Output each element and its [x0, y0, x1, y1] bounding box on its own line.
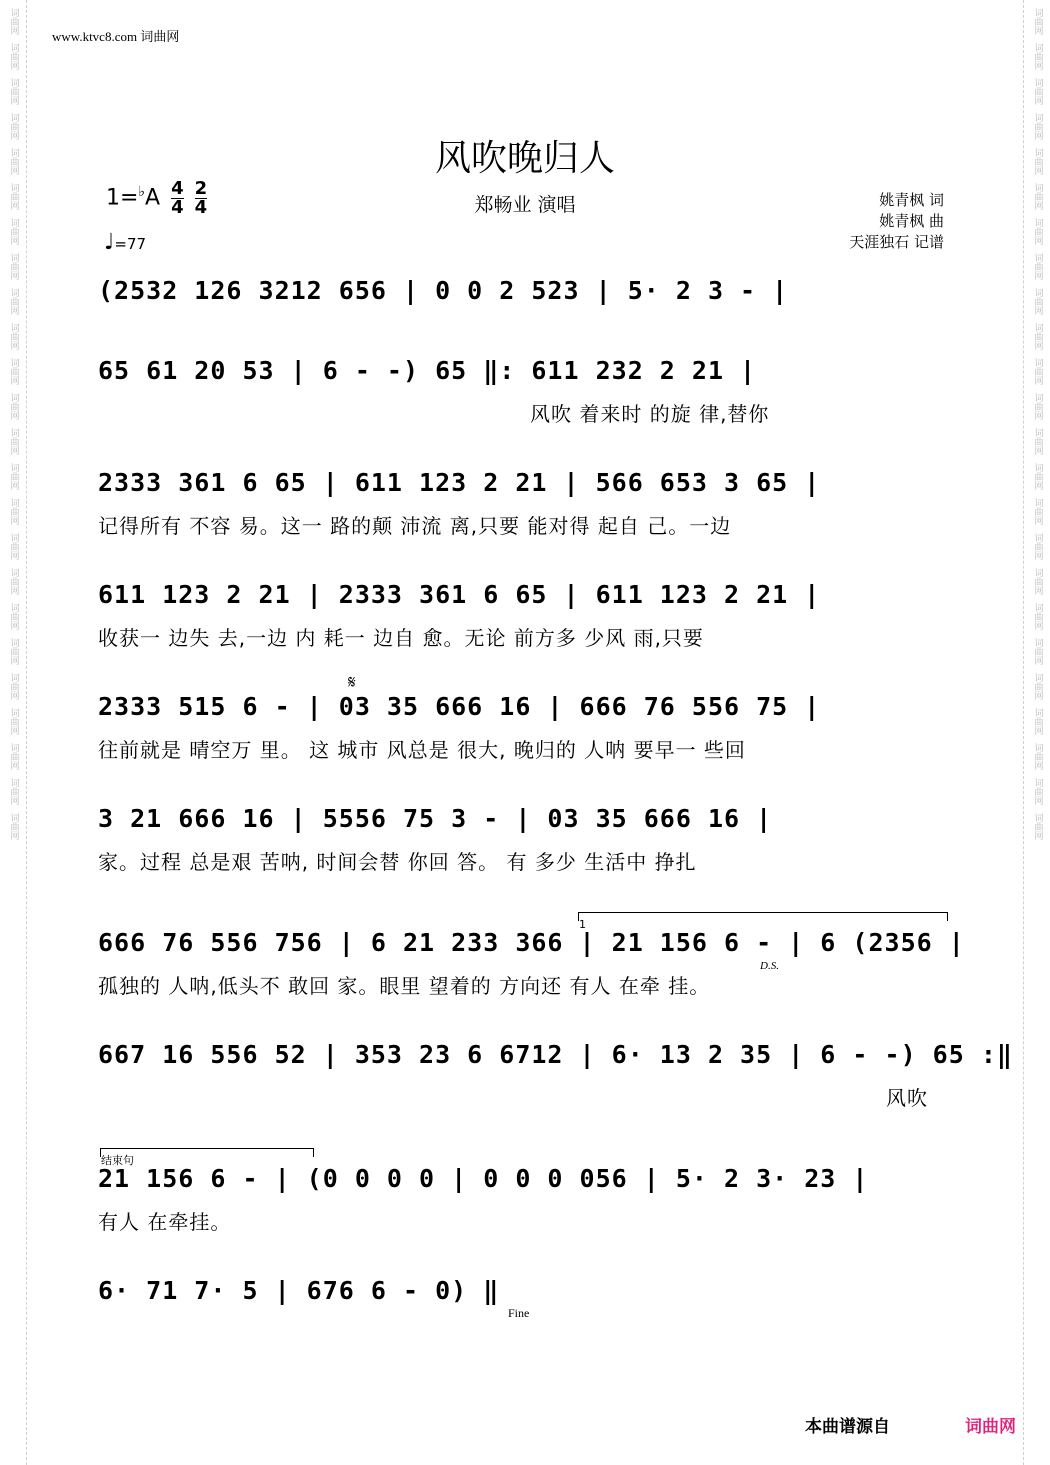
side-watermark: 词曲网	[8, 148, 19, 175]
side-watermark: 词曲网	[8, 393, 19, 420]
flat-sign: ♭	[138, 184, 146, 201]
side-watermark: 词曲网	[1032, 393, 1043, 420]
tempo-value: =77	[114, 235, 147, 253]
side-watermark: 词曲网	[1032, 778, 1043, 805]
side-watermark: 词曲网	[1032, 498, 1043, 525]
key-note: A	[145, 185, 161, 211]
transcriber-credit: 天涯独石 记谱	[849, 233, 944, 251]
time-bottom: 4	[194, 197, 208, 218]
side-watermark: 词曲网	[1032, 253, 1043, 280]
side-watermark: 词曲网	[8, 638, 19, 665]
lyric-row-3: 记得所有 不容 易。这一 路的颠 沛流 离,只要 能对得 起自 己。一边	[98, 514, 732, 538]
side-watermark: 词曲网	[1032, 603, 1043, 630]
fine-marking: Fine	[508, 1306, 530, 1320]
side-watermark: 词曲网	[8, 568, 19, 595]
side-watermark: 词曲网	[1032, 183, 1043, 210]
singer-credit: 郑畅业 演唱	[474, 194, 576, 216]
site-url[interactable]: www.ktvc8.com 词曲网	[52, 29, 180, 44]
segno-sign: 𝄋	[348, 672, 356, 693]
side-watermark: 词曲网	[1032, 288, 1043, 315]
song-title: 风吹晚归人	[434, 138, 615, 179]
side-watermark: 词曲网	[1032, 358, 1043, 385]
side-watermark: 词曲网	[1032, 78, 1043, 105]
brand-link[interactable]: 词曲网	[965, 1417, 1016, 1437]
ds-marking: D.S.	[760, 960, 779, 972]
quarter-note-icon: ♩	[104, 230, 115, 255]
side-watermark: 词曲网	[8, 813, 19, 840]
final-ending-bracket	[100, 1148, 314, 1167]
lyric-row-2: 风吹 着来时 的旋 律,替你	[530, 402, 770, 426]
side-watermark: 词曲网	[1032, 113, 1043, 140]
side-watermark: 词曲网	[1032, 708, 1043, 735]
side-watermark: 词曲网	[8, 743, 19, 770]
score-row-8: 667 16 556 52 | 353 23 6 6712 | 6· 13 2 35 | 6 - -) 65 :‖	[98, 1040, 1013, 1069]
lyricist-credit: 姚青枫 词	[879, 191, 944, 209]
time-top: 2	[194, 178, 208, 199]
side-watermark: 词曲网	[8, 428, 19, 455]
side-watermark: 词曲网	[1032, 673, 1043, 700]
side-watermark: 词曲网	[1032, 218, 1043, 245]
lyric-row-4: 收获一 边失 去,一边 内 耗一 边自 愈。无论 前方多 少风 雨,只要	[98, 626, 704, 650]
side-watermark: 词曲网	[8, 288, 19, 315]
side-watermark: 词曲网	[1032, 813, 1043, 840]
side-watermark: 词曲网	[8, 463, 19, 490]
score-row-7: 666 76 556 756 | 6 21 233 366 | 21 156 6 - | 6 (2356 |	[98, 928, 965, 957]
side-watermark: 词曲网	[1032, 638, 1043, 665]
score-row-9: 21 156 6 - | (0 0 0 0 | 0 0 0 056 | 5· 2 3· 23 |	[98, 1164, 869, 1193]
key-signature	[106, 180, 207, 217]
side-watermark: 词曲网	[1032, 148, 1043, 175]
side-watermark: 词曲网	[8, 358, 19, 385]
score-row-1: (2532 126 3212 656 | 0 0 2 523 | 5· 2 3 - |	[98, 276, 789, 305]
side-watermark: 词曲网	[1032, 463, 1043, 490]
first-ending-bracket	[578, 912, 948, 931]
lyric-row-8: 风吹	[886, 1086, 928, 1110]
source-label: 本曲谱源自	[805, 1417, 890, 1437]
side-watermark: 词曲网	[8, 43, 19, 70]
lyric-row-6: 家。过程 总是艰 苦呐, 时间会替 你回 答。 有 多少 生活中 挣扎	[98, 850, 697, 874]
side-watermark: 词曲网	[8, 323, 19, 350]
side-watermark: 词曲网	[1032, 568, 1043, 595]
side-watermark: 词曲网	[8, 673, 19, 700]
side-watermark: 词曲网	[1032, 533, 1043, 560]
side-watermark: 词曲网	[8, 778, 19, 805]
final-ending-label: 结束句	[101, 1154, 134, 1167]
time-bottom: 4	[171, 197, 184, 218]
side-watermark: 词曲网	[1032, 8, 1043, 35]
side-watermark: 词曲网	[8, 498, 19, 525]
first-ending-label: 1	[579, 918, 586, 931]
side-watermark: 词曲网	[8, 183, 19, 210]
time-top: 4	[171, 178, 184, 199]
lyric-row-9: 有人 在牵挂。	[98, 1210, 232, 1234]
side-watermark: 词曲网	[8, 253, 19, 280]
left-watermark-strip	[0, 0, 27, 1465]
score-row-5: 2333 515 6 - | 03 35 666 16 | 666 76 556 75 |	[98, 692, 821, 721]
side-watermark: 词曲网	[8, 603, 19, 630]
lyric-row-7: 孤独的 人呐,低头不 敢回 家。眼里 望着的 方向还 有人 在牵 挂。	[98, 974, 711, 998]
side-watermark: 词曲网	[8, 218, 19, 245]
key-prefix: 1=	[106, 185, 139, 211]
time-signature-2	[195, 180, 208, 217]
time-signature-1	[171, 180, 184, 217]
score-row-3: 2333 361 6 65 | 611 123 2 21 | 566 653 3 65 |	[98, 468, 821, 497]
composer-credit: 姚青枫 曲	[879, 212, 944, 230]
side-watermark: 词曲网	[8, 708, 19, 735]
side-watermark: 词曲网	[1032, 743, 1043, 770]
right-watermark-strip	[1023, 0, 1050, 1465]
credits	[849, 190, 944, 253]
side-watermark: 词曲网	[1032, 43, 1043, 70]
side-watermark: 词曲网	[1032, 323, 1043, 350]
lyric-row-5: 往前就是 晴空万 里。 这 城市 风总是 很大, 晚归的 人呐 要早一 些回	[98, 738, 746, 762]
score-row-10: 6· 71 7· 5 | 676 6 - 0) ‖	[98, 1276, 500, 1305]
side-watermark: 词曲网	[8, 78, 19, 105]
side-watermark: 词曲网	[8, 113, 19, 140]
side-watermark: 词曲网	[8, 533, 19, 560]
side-watermark: 词曲网	[8, 8, 19, 35]
score-row-4: 611 123 2 21 | 2333 361 6 65 | 611 123 2 21 |	[98, 580, 821, 609]
side-watermark: 词曲网	[1032, 428, 1043, 455]
tempo-mark	[104, 230, 146, 255]
score-row-6: 3 21 666 16 | 5556 75 3 - | 03 35 666 16 |	[98, 804, 773, 833]
score-row-2: 65 61 20 53 | 6 - -) 65 ‖: 611 232 2 21 |	[98, 356, 757, 385]
